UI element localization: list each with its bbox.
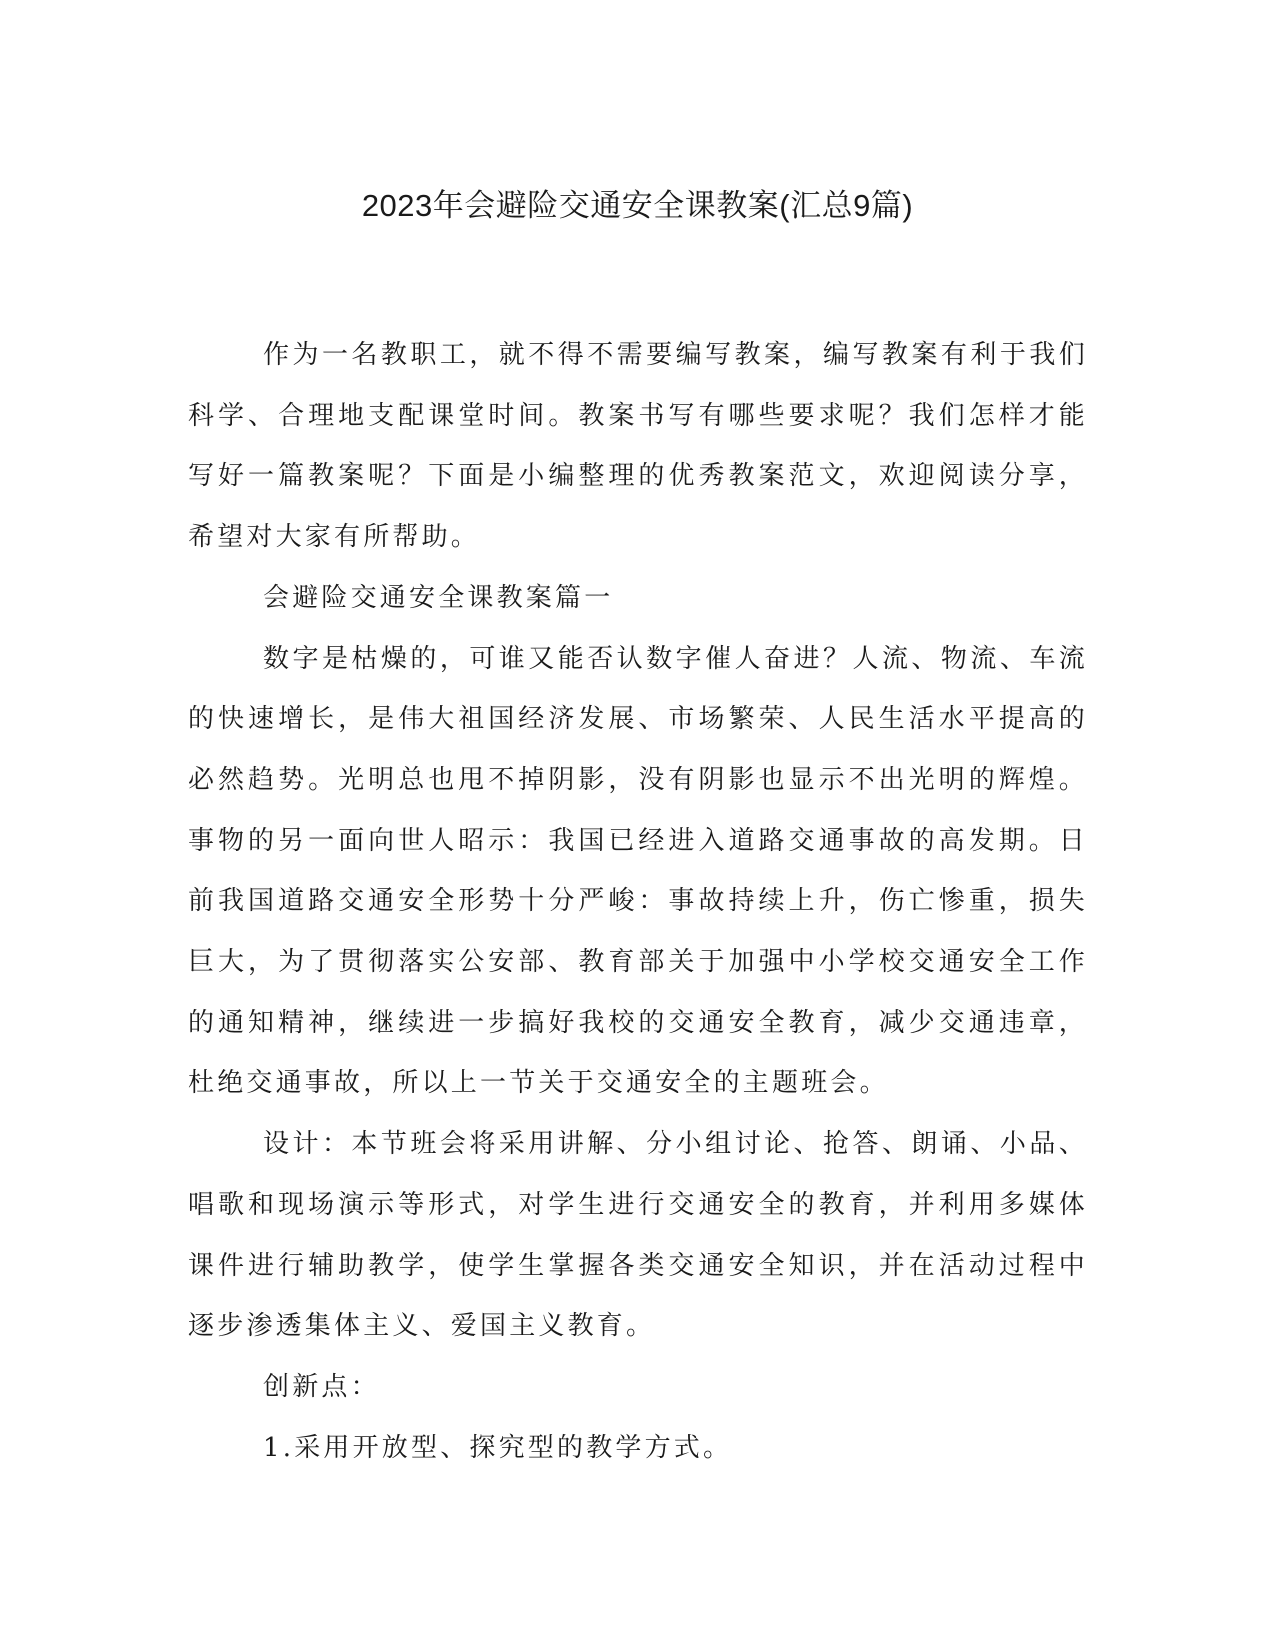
design-paragraph: 设计：本节班会将采用讲解、分小组讨论、抢答、朗诵、小品、唱歌和现场演示等形式，对学生进行交通安全的教育，并利用多媒体课件进行辅助教学，使学生掌握各类交通安全知识，并在活动过程中逐步渗透集体主义、爱国主义教育。 xyxy=(188,1129,1088,1342)
innovation-heading: 创新点： xyxy=(263,1371,380,1402)
intro-paragraph: 作为一名教职工，就不得不需要编写教案，编写教案有利于我们科学、合理地支配课堂时间。教案书写有哪些要求呢？我们怎样才能写好一篇教案呢？下面是小编整理的优秀教案范文，欢迎阅读分享，希望对大家有所帮助。 xyxy=(188,340,1088,553)
document-title: 2023年会避险交通安全课教案(汇总9篇) xyxy=(361,188,914,223)
section-heading: 会避险交通安全课教案篇一 xyxy=(263,582,614,613)
innovation-item: 1.采用开放型、探究型的教学方式。 xyxy=(263,1432,733,1463)
body-paragraph: 数字是枯燥的，可谁又能否认数字催人奋进？人流、物流、车流的快速增长，是伟大祖国经济发展、市场繁荣、人民生活水平提高的必然趋势。光明总也甩不掉阴影，没有阴影也显示不出光明的辉煌。事物的另一面向世人昭示：我国已经进入道路交通事故的高发期。日前我国道路交通安全形势十分严峻：事故持续上升，伤亡惨重，损失巨大，为了贯彻落实公安部、教育部关于加强中小学校交通安全工作的通知精神，继续进一步搞好我校的交通安全教育，减少交通违章，杜绝交通事故，所以上一节关于交通安全的主题班会。 xyxy=(188,643,1088,1099)
document-body xyxy=(188,325,1088,1478)
